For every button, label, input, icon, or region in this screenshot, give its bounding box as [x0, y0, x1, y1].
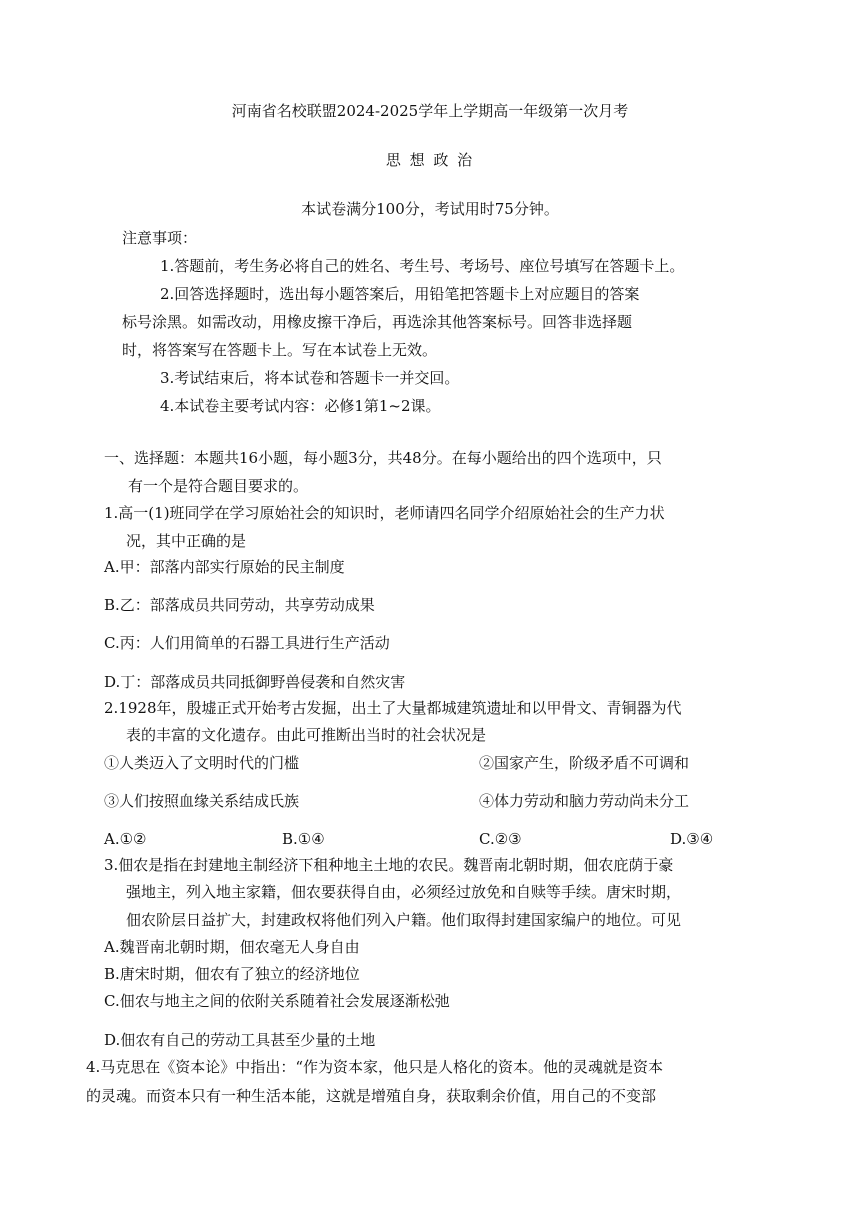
q3-option-d: D.佃农有自己的劳动工具甚至少量的土地 — [104, 1031, 376, 1049]
question-3-stem-cont: 佃农阶层日益扩大，封建政权将他们列入户籍。他们取得封建国家编户的地位。可见 — [126, 911, 682, 929]
subject-title: 思 想 政 治 — [385, 151, 475, 169]
q3-option-b: B.唐宋时期，佃农有了独立的经济地位 — [104, 965, 360, 983]
q2-option-b: B.①④ — [282, 830, 325, 848]
exam-title: 河南省名校联盟2024-2025学年上学期高一年级第一次月考 — [231, 102, 629, 120]
q2-option-d: D.③④ — [670, 830, 714, 848]
note-line: 2.回答选择题时，选出每小题答案后，用铅笔把答题卡上对应题目的答案 — [160, 285, 640, 303]
note-line: 4.本试卷主要考试内容：必修1第1~2课。 — [160, 397, 441, 415]
section-heading: 一、选择题：本题共16小题，每小题3分，共48分。在每小题给出的四个选项中，只 — [104, 449, 662, 467]
question-2-stem: 2.1928年，殷墟正式开始考古发掘，出土了大量都城建筑遗址和以甲骨文、青铜器为代 — [104, 699, 682, 717]
q1-option-b: B.乙：部落成员共同劳动，共享劳动成果 — [104, 596, 375, 614]
q2-option-c: C.②③ — [479, 830, 522, 848]
q1-option-c: C.丙：人们用简单的石器工具进行生产活动 — [104, 634, 390, 652]
q2-statement-4: ④体力劳动和脑力劳动尚未分工 — [479, 792, 690, 810]
note-line: 1.答题前，考生务必将自己的姓名、考生号、考场号、座位号填写在答题卡上。 — [160, 257, 685, 275]
q3-option-c: C.佃农与地主之间的依附关系随着社会发展逐渐松弛 — [104, 992, 450, 1010]
q2-statement-2: ②国家产生，阶级矛盾不可调和 — [479, 754, 690, 772]
notes-heading: 注意事项： — [122, 229, 198, 247]
note-line: 3.考试结束后，将本试卷和答题卡一并交回。 — [160, 369, 460, 387]
question-1-stem: 1.高一(1)班同学在学习原始社会的知识时，老师请四名同学介绍原始社会的生产力状 — [104, 504, 665, 522]
q2-statement-3: ③人们按照血缘关系结成氏族 — [104, 792, 300, 810]
note-line: 时，将答案写在答题卡上。写在本试卷上无效。 — [122, 341, 438, 359]
q3-option-a: A.魏晋南北朝时期，佃农毫无人身自由 — [104, 938, 360, 956]
note-line: 标号涂黑。如需改动，用橡皮擦干净后，再选涂其他答案标号。回答非选择题 — [122, 313, 633, 331]
question-4-stem-cont: 的灵魂。而资本只有一种生活本能，这就是增殖自身，获取剩余价值，用自己的不变部 — [86, 1087, 657, 1105]
q2-option-a: A.①② — [104, 830, 147, 848]
question-4-stem: 4.马克思在《资本论》中指出：“作为资本家，他只是人格化的资本。他的灵魂就是资本 — [86, 1058, 663, 1076]
q1-option-a: A.甲：部落内部实行原始的民主制度 — [104, 558, 345, 576]
q2-statement-1: ①人类迈入了文明时代的门槛 — [104, 754, 300, 772]
question-2-stem-cont: 表的丰富的文化遗存。由此可推断出当时的社会状况是 — [126, 726, 487, 744]
exam-info: 本试卷满分100分，考试用时75分钟。 — [301, 200, 559, 218]
question-1-stem-cont: 况，其中正确的是 — [126, 532, 247, 550]
question-3-stem-cont: 强地主，列入地主家籍，佃农要获得自由，必须经过放免和自赎等手续。唐宋时期， — [126, 883, 682, 901]
question-3-stem: 3.佃农是指在封建地主制经济下租种地主土地的农民。魏晋南北朝时期，佃农庇荫于豪 — [104, 856, 674, 874]
section-heading-cont: 有一个是符合题目要求的。 — [128, 477, 309, 495]
q1-option-d: D.丁：部落成员共同抵御野兽侵袭和自然灾害 — [104, 673, 406, 691]
